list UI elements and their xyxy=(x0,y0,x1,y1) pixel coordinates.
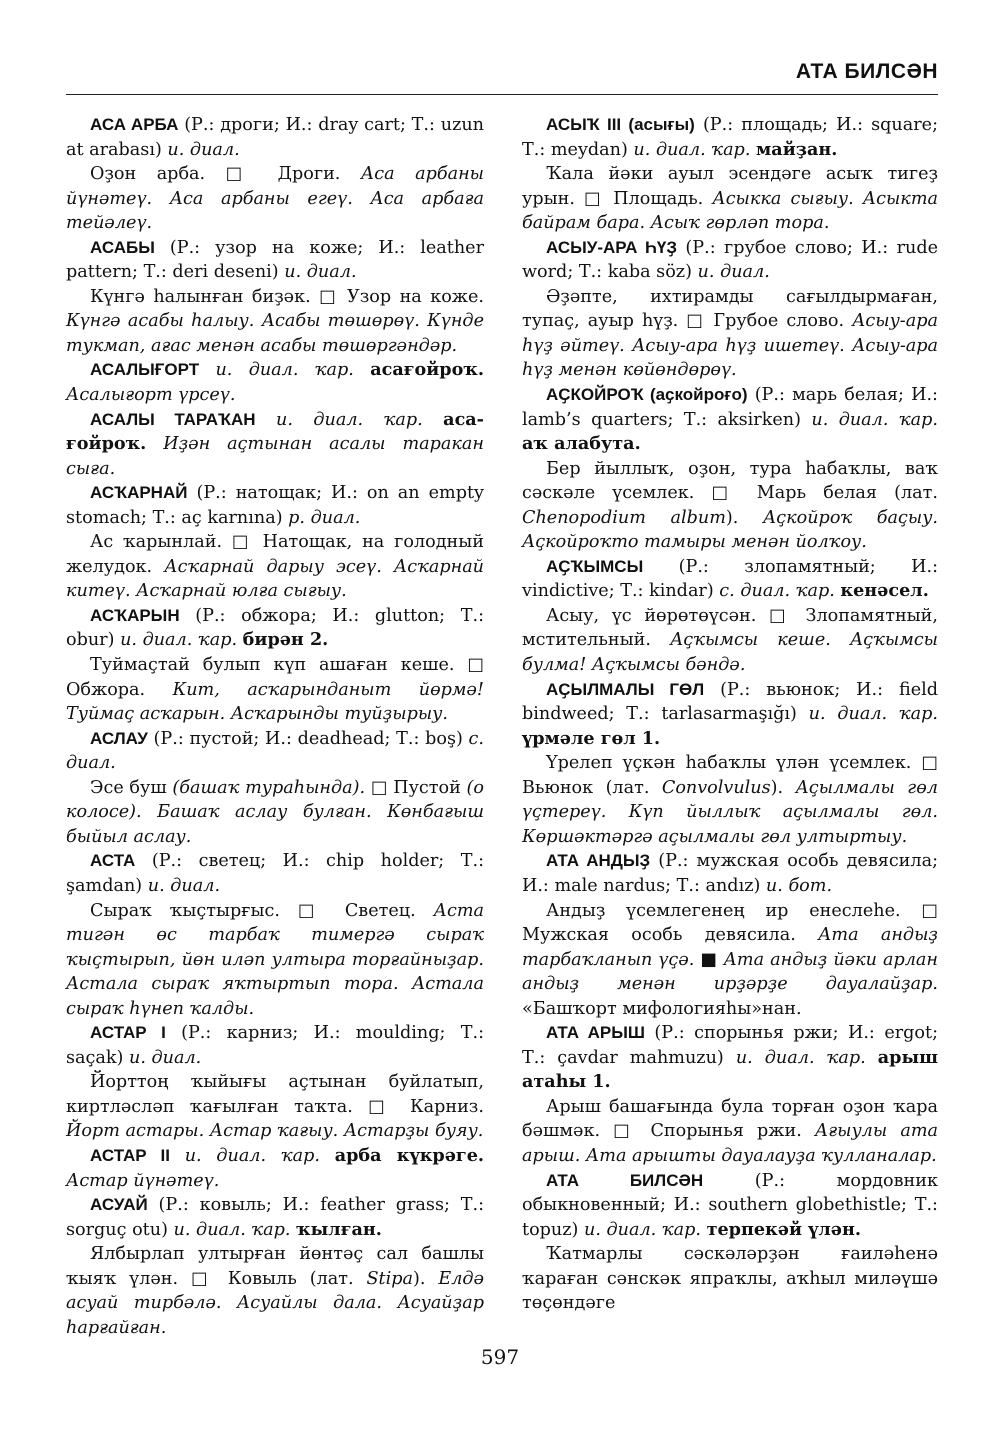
italic-text: и. диал. ҡар. xyxy=(215,360,354,381)
entry-paragraph xyxy=(66,849,484,898)
text-run: ). xyxy=(413,1268,439,1289)
bold-ref: бирән 2. xyxy=(242,629,329,651)
text-run: Оҙон арба. □ Дроги. xyxy=(90,164,361,185)
text-run: Туймаҫтай булып күп ашаған кеше. □ Обжора. xyxy=(66,655,484,700)
definition-paragraph xyxy=(522,604,938,678)
italic-text: Йорт астары. Астар ҡағыу. Астарҙы буяу. xyxy=(66,1121,484,1142)
headword: АСА АРБА xyxy=(90,115,179,134)
text-run: Ҡала йәки ауыл эсендәге асыҡ тигеҙ урын. □ Площадь. xyxy=(522,164,938,209)
text-run: Ас ҡарынлай. □ Натощак, на голодный желудок. xyxy=(66,532,484,577)
page-header xyxy=(66,58,938,95)
headword: АТА АРЫШ xyxy=(546,1023,645,1043)
italic-text: с. диал. ҡар. xyxy=(719,581,835,602)
entry-paragraph xyxy=(522,113,938,162)
text-run: (Р.: обжора; И.: glutton; Т.: obur) xyxy=(66,605,484,651)
text-run xyxy=(866,1048,878,1068)
italic-text: (о колосе). Башаҡ аслау булған. Көнбағыш быйыл аслау. xyxy=(66,777,484,847)
headword: АСУАЙ xyxy=(90,1195,148,1215)
text-run: ■ xyxy=(694,949,724,970)
entry-paragraph xyxy=(522,1021,938,1095)
bold-ref: арыш атаһы 1. xyxy=(522,1046,938,1093)
entry-paragraph xyxy=(66,113,484,162)
bold-ref: үрмәле гөл 1. xyxy=(522,727,661,749)
headword: АТА БИЛСӘН xyxy=(546,1170,704,1190)
definition-paragraph xyxy=(66,1070,484,1144)
bold-ref: ҡылған. xyxy=(296,1218,382,1240)
text-run: (Р.: карниз; И.: moulding; Т.: saçak) xyxy=(66,1023,484,1068)
text-run: (Р.: ковыль; И.: feather grass; Т.: sorguç otu) xyxy=(66,1195,484,1240)
italic-text: Аҫкойроҡ баҫыу. Аҫкойроҡто тамыры менән йолҡоу. xyxy=(522,507,938,553)
text-run xyxy=(320,1146,335,1166)
italic-text: (башаҡ тураһында). xyxy=(172,777,366,798)
text-run: Асыу, үс йөрөтөүсән. □ Злопамятный, мстительный. xyxy=(522,605,938,651)
text-run: Йорттоң ҡыйығы аҫтынан буйлатып, киртләсләп ҡағылған таҡта. □ Карниз. xyxy=(66,1072,484,1117)
entry-paragraph xyxy=(522,1169,938,1243)
text-run: (Р.: мужская особь девясила; И.: male nardus; Т.: andız) xyxy=(522,851,938,896)
text-run: Үрелеп үҫкән һабаҡлы үлән үсемлек. □ Вьюнок (лат. xyxy=(522,753,938,798)
headword: АСАБЫ xyxy=(90,237,155,257)
italic-text: Астар йүнәтеү. xyxy=(66,1170,220,1191)
text-run: (Р.: узор на коже; И.: leather pattern; Т.: deri deseni) xyxy=(66,237,484,283)
headword: АҪКОЙРОҠ (аҫкойроғо) xyxy=(546,385,748,405)
definition-paragraph xyxy=(66,162,484,236)
italic-text: и. бот. xyxy=(765,875,833,896)
text-run: Әҙәпте, ихтирамды сағылдырмаған, тупаҫ, ауыр һүҙ. □ Грубое слово. xyxy=(522,286,938,332)
headword: АСАЛЫ ТАРАҠАН xyxy=(90,409,256,429)
entry-paragraph xyxy=(522,678,938,752)
definition-paragraph xyxy=(522,457,938,555)
text-run: Сыраҡ ҡыҫтырғыс. □ Светец. xyxy=(90,900,434,921)
entry-paragraph xyxy=(522,383,938,457)
italic-text: и. диал. ҡар. xyxy=(173,1219,291,1240)
entry-paragraph xyxy=(66,727,484,776)
italic-text: Аса арбаны йүнәтеү. Аса арбаны егеү. Аса арбаға тейәлеү. xyxy=(66,164,484,234)
text-run: Андыҙ үсемлегенең ир енеслеһе. □ Мужская особь девясила. xyxy=(522,900,938,946)
text-run xyxy=(423,410,443,430)
definition-paragraph xyxy=(66,530,484,604)
text-run: Ҡатмарлы сәскәләрҙән ғаиләһенә ҡараған сәнскәк япраҡлы, аҡһыл миләүшә төҫөндәге xyxy=(522,1244,938,1314)
entry-paragraph xyxy=(66,408,484,482)
definition-paragraph xyxy=(66,653,484,727)
text-run: (Р.: площадь; И.: square; Т.: meydan) xyxy=(522,115,939,160)
italic-text: и. диал. ҡар. xyxy=(633,139,751,160)
text-run: (Р.: злопамятный; И.: vindictive; Т.: kindar) xyxy=(522,556,938,602)
headword: АСЫҠ III (асығы) xyxy=(546,115,695,134)
definition-paragraph xyxy=(522,162,938,236)
text-run: □ Пустой xyxy=(365,777,467,798)
entry-paragraph xyxy=(522,555,938,604)
italic-text: Convolvulus xyxy=(661,777,771,798)
headword: АҪҠЫМСЫ xyxy=(546,556,644,576)
italic-text: р. диал. xyxy=(288,507,361,528)
bold-ref: асағойроҡ. xyxy=(370,359,485,381)
definition-paragraph xyxy=(522,1242,938,1316)
text-run xyxy=(170,1146,185,1166)
text-run: (Р.: спорынья ржи; И.: ergot; Т.: çavdar mahmuzu) xyxy=(522,1023,938,1068)
italic-text: и. диал. xyxy=(147,875,221,896)
italic-text: Күнгә асабы һалыу. Асабы төшөрөү. Күнде тукмап, ағас менән асабы төшөргәндәр. xyxy=(66,311,484,356)
text-run xyxy=(256,410,276,430)
headword: АСТА xyxy=(90,851,136,871)
text-run: «Башҡорт мифологияһы»нан. xyxy=(522,998,802,1019)
italic-text: Иҙән аҫтынан асалы таракан сыға. xyxy=(66,434,484,479)
italic-text: Аҫҡымсы кеше. Аҫҡымсы булма! Аҫҡымсы бәндә. xyxy=(522,630,938,676)
italic-text: и. диал. ҡар. xyxy=(811,409,938,430)
italic-text: и. диал. ҡар. xyxy=(184,1145,320,1166)
headword: АСТАР II xyxy=(90,1145,170,1165)
headword: АСТАР I xyxy=(90,1023,166,1043)
headword: АТА АНДЫҘ xyxy=(546,851,651,871)
bold-ref: кенәсел. xyxy=(840,580,929,602)
italic-text: Ата андыҙ йәки арлан андыҙ менән ирҙәрҙе дауалайҙар. xyxy=(522,949,939,995)
definition-paragraph xyxy=(66,776,484,850)
definition-paragraph xyxy=(522,899,938,1022)
italic-text: Аста тигән өс тарбаҡ тимергә сыраҡ ҡыҫтырып, йөн иләп ултыра торғайныҙар. Астала сыраҡ яҡтыртып тора. Астала сыраҡ һүнеп ҡалды. xyxy=(66,900,484,1019)
text-run: (Р.: светец; И.: chip holder; Т.: şamdan) xyxy=(66,851,484,896)
definition-paragraph xyxy=(522,751,938,849)
entry-paragraph xyxy=(66,604,484,653)
headword: АСАЛЫҒОРТ xyxy=(90,360,200,380)
italic-text: и. диал. ҡар. xyxy=(735,1047,866,1068)
italic-text: и. диал. ҡар. xyxy=(808,704,938,725)
bold-ref: аҡ алабута. xyxy=(522,433,641,455)
bold-ref: майҙан. xyxy=(756,138,838,160)
italic-text: Ата андыҙ тарбаҡланып үҫә. xyxy=(522,925,938,970)
italic-text: с. диал. xyxy=(66,728,484,774)
italic-text: Chenopodium album xyxy=(522,507,726,528)
text-run: (Р.: грубое слово; И.: rude word; Т.: kaba söz) xyxy=(522,237,938,283)
italic-text: Асыкка сығыу. Асыкта байрам бара. Асыҡ гөрләп тора. xyxy=(522,188,938,234)
italic-text: и. диал. xyxy=(167,139,240,160)
entry-paragraph xyxy=(66,236,484,285)
italic-text: Stipa xyxy=(366,1268,413,1289)
italic-text: и. диал. ҡар. xyxy=(276,409,423,430)
text-run: (Р.: натощак; И.: on an empty stomach; Т.: aç karnına) xyxy=(66,483,484,528)
text-run: Эсе буш xyxy=(90,777,173,798)
entry-paragraph xyxy=(522,236,938,285)
italic-text: и. диал. ҡар. xyxy=(583,1219,701,1240)
page-number: 597 xyxy=(480,1345,520,1369)
bold-ref: терпекәй үлән. xyxy=(706,1218,861,1240)
text-run: (Р.: пустой; И.: deadhead; Т.: boş) xyxy=(147,728,469,749)
entry-paragraph xyxy=(522,849,938,898)
left-column xyxy=(66,113,484,1340)
entry-paragraph xyxy=(66,1144,484,1193)
right-column xyxy=(522,113,938,1316)
text-run: (Р.: дроги; И.: dray cart; Т.: uzun at arabası) xyxy=(66,115,485,160)
italic-text: Асҡарнай дарыу эсеү. Асҡарнай китеү. Асҡарнай юлға сығыу. xyxy=(66,556,485,602)
text-run: Ялбырлап ултырған йөнтәҫ сал башлы ҡыяҡ үлән. □ Ковыль (лат. xyxy=(66,1244,484,1289)
entry-paragraph xyxy=(66,358,484,407)
bold-ref: арба күкрәге. xyxy=(334,1144,485,1166)
definition-paragraph xyxy=(522,1095,938,1169)
text-run xyxy=(199,360,215,380)
headword: АСЛАУ xyxy=(90,728,148,748)
text-run: Күнгә һалынған биҙәк. □ Узор на коже. xyxy=(90,286,484,307)
text-run: Бер йыллыҡ, оҙон, тура һабаҡлы, ваҡ сәскәле үсемлек. □ Марь белая (лат. xyxy=(522,458,938,504)
text-run xyxy=(354,360,370,380)
text-run: Арыш башағында була торған оҙон ҡара бәшмәк. □ Спорынья ржи. xyxy=(522,1096,938,1142)
italic-text: Асыу-ара һүҙ әйтеү. Асыу-ара һүҙ ишетеү. Асыу-ара һүҙ менән көйөндөрөү. xyxy=(522,311,938,381)
definition-paragraph xyxy=(522,285,938,383)
entry-paragraph xyxy=(66,1021,484,1070)
definition-paragraph xyxy=(66,899,484,1022)
bold-ref: аса-ғойроҡ. xyxy=(66,408,484,455)
italic-text: Ағыулы ата арыш. Ата арышты дауалауҙа ҡулланалар. xyxy=(522,1121,938,1166)
headword: АСҠАРЫН xyxy=(90,605,180,625)
italic-text: и. диал. xyxy=(128,1047,202,1068)
text-run: ). xyxy=(770,777,796,798)
running-head: АТА БИЛСӘН xyxy=(795,60,938,83)
headword: АСҠАРНАЙ xyxy=(90,483,188,503)
text-run: (Р.: мордовник обыкновенный; И.: southern globethistle; Т.: topuz) xyxy=(522,1170,938,1240)
italic-text: Елдә асуай тирбәлә. Асуайлы дала. Асуайҙар һарғайған. xyxy=(66,1268,484,1338)
definition-paragraph xyxy=(66,1242,484,1340)
text-run xyxy=(146,434,163,454)
entry-paragraph xyxy=(66,1193,484,1242)
text-run: ). xyxy=(725,507,763,528)
italic-text: и. диал. xyxy=(284,262,357,283)
italic-text: Кит, асҡарынданыт йөрмә! Туймаҫ асҡарын. Асҡарынды туйҙырыу. xyxy=(66,679,484,725)
text-run: (Р.: марь белая; И.: lamb’s quarters; Т.: aksirken) xyxy=(522,385,938,430)
text-run: (Р.: вьюнок; И.: field bindweed; Т.: tarlasarmaşığı) xyxy=(522,679,938,725)
entry-paragraph xyxy=(66,481,484,530)
italic-text: Асалығорт үрсеү. xyxy=(66,385,236,406)
italic-text: и. диал. xyxy=(697,262,770,283)
headword: АСЫУ-АРА ҺҮҘ xyxy=(546,237,677,257)
italic-text: и. диал. ҡар. xyxy=(120,630,238,651)
headword: АҪЫЛМАЛЫ ГӨЛ xyxy=(546,679,705,699)
italic-text: Аҫылмалы гөл үҫтереү. Күп йыллыҡ аҫылмалы гөл. Көршәктәргә аҫылмалы гөл ултыртыу. xyxy=(522,777,938,847)
definition-paragraph xyxy=(66,285,484,359)
